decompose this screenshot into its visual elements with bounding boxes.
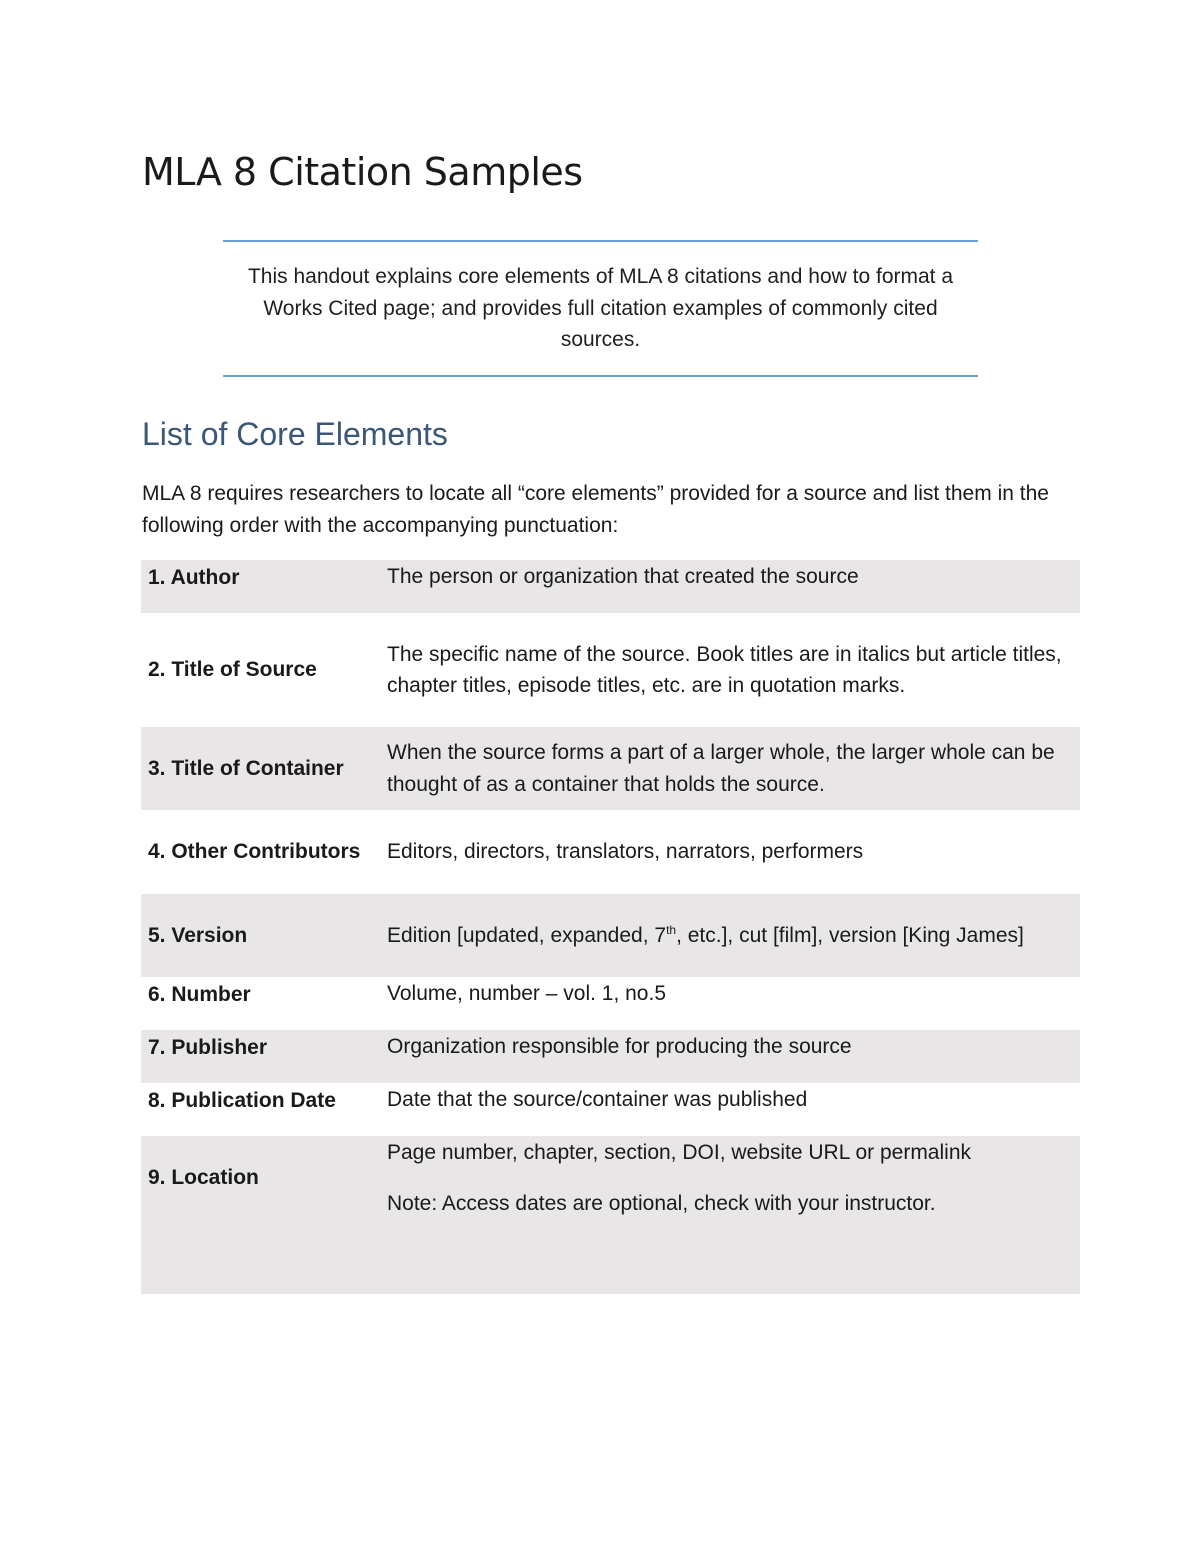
element-description: When the source forms a part of a larger whole, the larger whole can be thought of as a container that holds the source. [380,727,1080,810]
ordinal-suffix: th [666,922,677,937]
element-label: 5. Version [141,894,380,977]
element-description: Organization responsible for producing the source [380,1030,1080,1083]
bottom-divider [223,375,978,377]
element-description: The specific name of the source. Book titles are in italics but article titles, chapter titles, episode titles, etc. are in quotation marks. [387,642,1062,697]
intro-paragraph: MLA 8 requires researchers to locate all “core elements” provided for a source and list them in the following order with the accompanying punctuation: [142,482,1049,537]
element-label: 9. Location [141,1136,380,1294]
element-label: 1. Author [141,560,380,613]
element-description [380,1136,1080,1294]
version-text-start: Edition [updated, expanded, 7 [387,923,667,947]
table-row [141,810,1080,894]
element-label: 4. Other Contributors [148,840,361,864]
element-label: 3. Title of Container [141,727,380,810]
table-row [141,894,1080,977]
table-row [141,613,1080,727]
element-description [380,894,1080,977]
handout-summary: This handout explains core elements of MLA 8 citations and how to format a Works Cited page; and provides full citation examples of commonly cited sources. [247,265,954,351]
top-divider [223,240,978,242]
element-label: 8. Publication Date [148,1089,336,1112]
element-label: 2. Title of Source [148,658,317,682]
element-label: 6. Number [148,983,251,1006]
table-row [141,977,1080,1030]
section-heading: List of Core Elements [142,416,448,452]
core-elements-table [141,560,1080,1294]
table-row [141,1030,1080,1083]
version-text-end: , etc.], cut [film], version [King James] [676,923,1024,947]
table-row [141,727,1080,810]
table-row [141,1083,1080,1136]
element-description: The person or organization that created the source [380,560,1080,613]
element-description: Editors, directors, translators, narrators, performers [387,840,864,864]
element-label: 7. Publisher [141,1030,380,1083]
location-description: Page number, chapter, section, DOI, website URL or permalink [387,1141,972,1164]
access-date-note: Note: Access dates are optional, check with your instructor. [387,1191,936,1215]
page-title: MLA 8 Citation Samples [142,150,583,194]
table-row [141,1136,1080,1294]
element-description: Date that the source/container was published [387,1088,808,1111]
element-description: Volume, number – vol. 1, no.5 [387,982,666,1005]
table-row [141,560,1080,613]
